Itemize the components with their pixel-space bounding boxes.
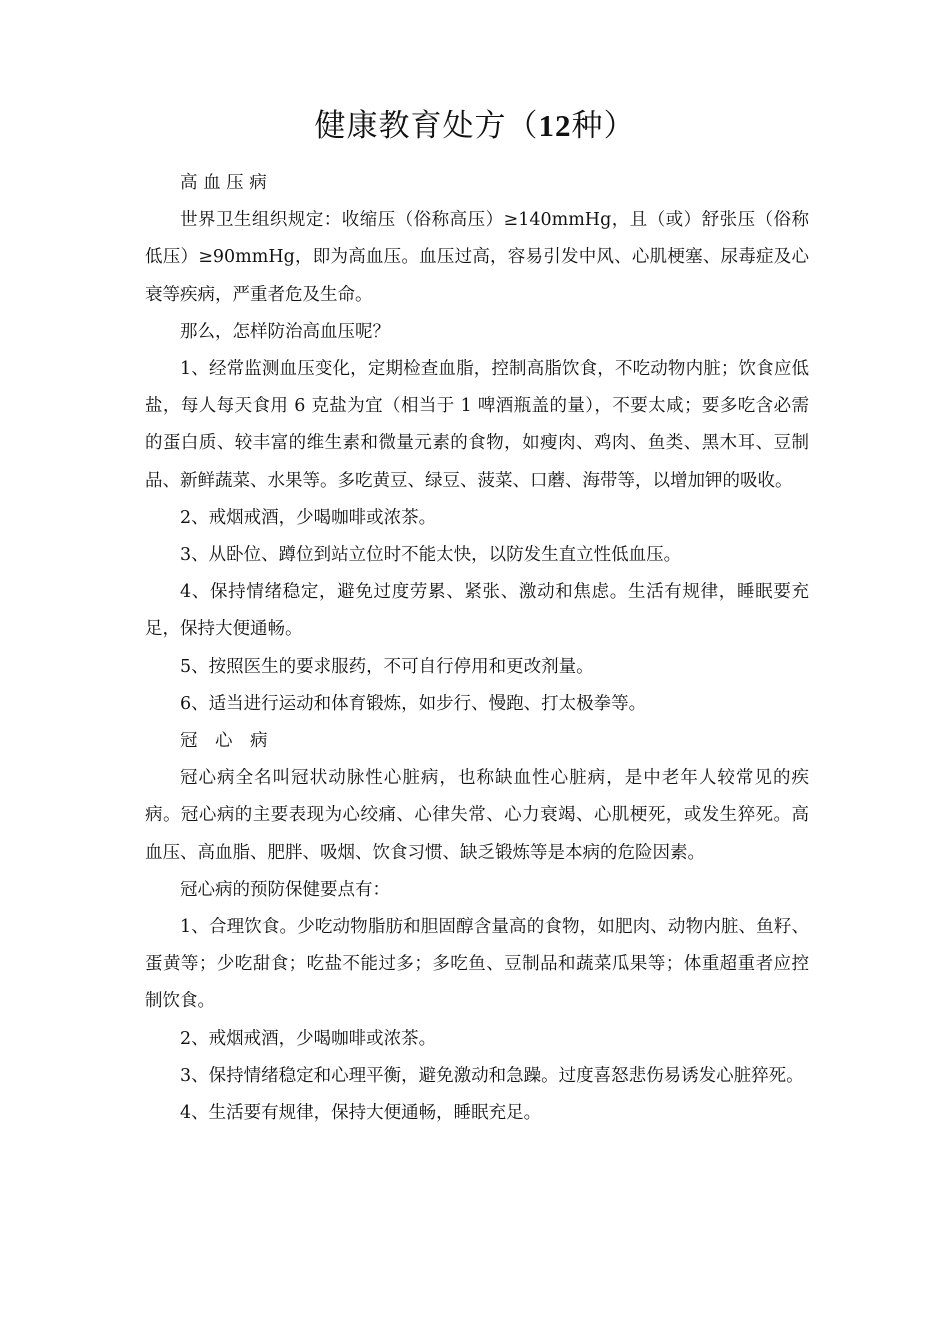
paragraph: 冠心病全名叫冠状动脉性心脏病，也称缺血性心脏病，是中老年人较常见的疾病。冠心病的主要表现为心绞痛、心律失常、心力衰竭、心肌梗死，或发生猝死。高血压、高血脂、肥胖、吸烟、饮食习惯、缺乏锻炼等是本病的危险因素。: [145, 768, 809, 863]
paragraph: 4、生活要有规律，保持大便通畅，睡眠充足。: [180, 1103, 542, 1124]
paragraph: 5、按照医生的要求服药，不可自行停用和更改剂量。: [180, 656, 594, 677]
section-heading-coronary: 冠 心 病: [180, 731, 268, 752]
section-heading-hypertension: 高 血 压 病: [180, 173, 267, 193]
title-suffix: 种）: [571, 108, 636, 144]
title-text: 健康教育处方（: [314, 108, 539, 144]
paragraph: 1、合理饮食。少吃动物脂肪和胆固醇含量高的食物，如肥肉、动物内脏、鱼籽、蛋黄等；少吃甜食；吃盐不能过多；多吃鱼、豆制品和蔬菜瓜果等；体重超重者应控制饮食。: [145, 917, 809, 1012]
paragraph: 冠心病的预防保健要点有：: [180, 879, 390, 900]
paragraph: 3、保持情绪稳定和心理平衡，避免激动和急躁。过度喜怒悲伤易诱发心脏猝死。: [180, 1065, 804, 1086]
paragraph: 3、从卧位、蹲位到站立位时不能太快，以防发生直立性低血压。: [180, 545, 682, 566]
paragraph: 6、适当进行运动和体育锻炼，如步行、慢跑、打太极拳等。: [180, 693, 647, 714]
paragraph: 4、保持情绪稳定，避免过度劳累、紧张、激动和焦虑。生活有规律，睡眠要充足，保持大便通畅。: [145, 582, 809, 640]
paragraph: 那么，怎样防治高血压呢？: [180, 321, 390, 342]
paragraph: 2、戒烟戒酒，少喝咖啡或浓茶。: [180, 507, 437, 528]
document-body: [145, 165, 809, 1132]
title-number: 12: [538, 108, 572, 143]
paragraph: 世界卫生组织规定：收缩压（俗称高压）≥140mmHg，且（或）舒张压（俗称低压）≥90mmHg，即为高血压。血压过高，容易引发中风、心肌梗塞、尿毒症及心衰等疾病，严重者危及生命。: [145, 210, 809, 305]
document-title: [0, 104, 950, 148]
paragraph: 1、经常监测血压变化，定期检查血脂，控制高脂饮食，不吃动物内脏；饮食应低盐，每人每天食用 6 克盐为宜（相当于 1 啤酒瓶盖的量），不要太咸；要多吃含必需的蛋白质、较丰富的维生素和微量元素的食物，如瘦肉、鸡肉、鱼类、黑木耳、豆制品、新鲜蔬菜、水果等。多吃黄豆、绿豆、菠菜、口蘑、海带等，以增加钾的吸收。: [145, 359, 809, 491]
paragraph: 2、戒烟戒酒，少喝咖啡或浓茶。: [180, 1028, 437, 1049]
